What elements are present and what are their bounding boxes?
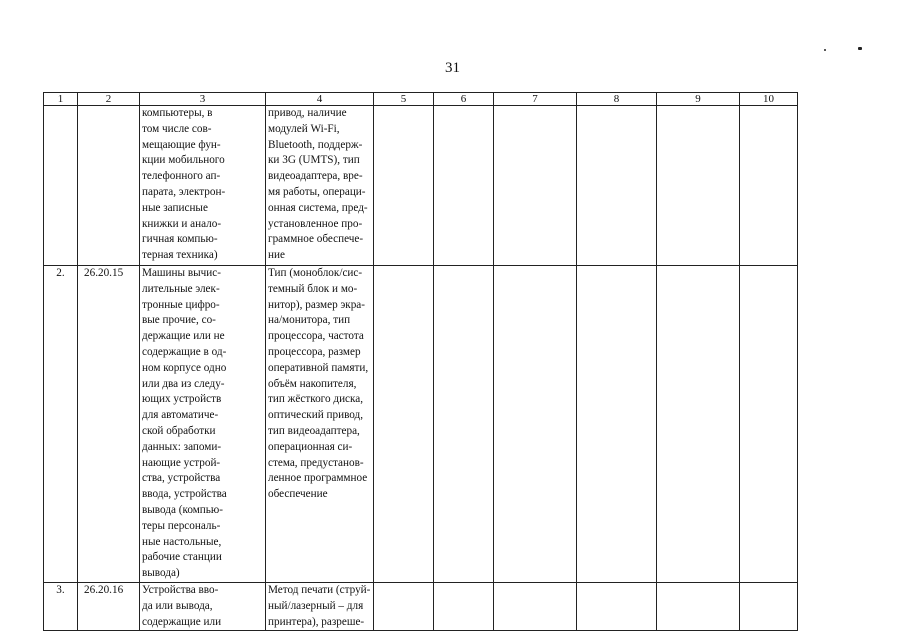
column-header: 7 [494,93,577,106]
column-header: 9 [657,93,740,106]
product-characteristics: привод, наличие модулей Wi-Fi, Bluetooth, поддерж- ки 3G (UMTS), тип видеоадаптера, вре- мя работы, операци- онная система, пред- установленное про- граммное обеспече- ние [266,106,374,266]
header-row [44,93,798,106]
empty-cell [374,582,434,630]
empty-cell [657,582,740,630]
column-header: 6 [434,93,494,106]
scan-speck [858,47,862,50]
table-row [44,266,798,583]
empty-cell [374,106,434,266]
table-row [44,582,798,630]
row-number [44,106,78,266]
empty-cell [740,106,798,266]
table-row [44,106,798,266]
column-header: 4 [266,93,374,106]
product-characteristics: Тип (моноблок/сис- темный блок и мо- нитор), размер экра- на/монитора, тип процессора, частота процессора, размер оперативной памяти, объём накопителя, тип жёсткого диска, оптический привод, тип видеоадаптера, операционная си- стема, предустанов- ленное программное обеспечение [266,266,374,583]
column-header: 3 [140,93,266,106]
empty-cell [434,582,494,630]
okpd-code: 26.20.15 [78,266,140,583]
column-header: 10 [740,93,798,106]
product-characteristics: Метод печати (струй- ный/лазерный – для принтера), разреше- [266,582,374,630]
empty-cell [494,266,577,583]
empty-cell [657,106,740,266]
empty-cell [434,106,494,266]
row-number: 2. [44,266,78,583]
empty-cell [577,106,657,266]
okpd-code: 26.20.16 [78,582,140,630]
empty-cell [657,266,740,583]
product-name: Машины вычис- лительные элек- тронные цифро- вые прочие, со- держащие или не содержащие в од- ном корпусе одно или два из следу- ющих устройств для автоматиче- ской обработки данных: запоми- нающие устрой- ства, устройства ввода, устройства вывода (компью- теры персональ- ные настольные, рабочие станции вывода) [140,266,266,583]
empty-cell [434,266,494,583]
column-header: 1 [44,93,78,106]
row-number: 3. [44,582,78,630]
page-number: 31 [445,60,460,76]
product-name: Устройства вво- да или вывода, содержащие или [140,582,266,630]
empty-cell [740,582,798,630]
empty-cell [577,582,657,630]
empty-cell [740,266,798,583]
register-table [43,92,798,631]
empty-cell [494,582,577,630]
empty-cell [577,266,657,583]
empty-cell [374,266,434,583]
scan-speck [824,49,826,51]
empty-cell [494,106,577,266]
okpd-code [78,106,140,266]
column-header: 2 [78,93,140,106]
column-header: 5 [374,93,434,106]
product-name: компьютеры, в том числе сов- мещающие фун- кции мобильного телефонного ап- парата, электрон- ные записные книжки и анало- гичная компью- терная техника) [140,106,266,266]
column-header: 8 [577,93,657,106]
